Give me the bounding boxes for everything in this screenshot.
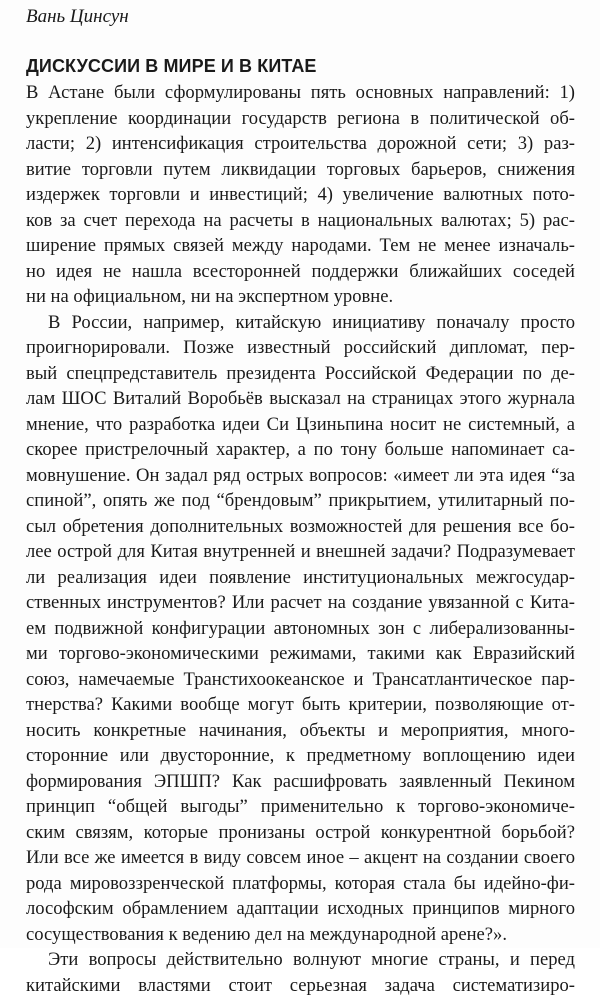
text-line: но идея не нашла всесторонней поддержки ближайших соседей: [26, 259, 575, 285]
text-line: издержек торговли и инвестиций; 4) увеличение валютных пото-: [26, 182, 575, 208]
text-line: ми торгово-экономическими режимами, такими как Евразийский: [26, 641, 575, 667]
paragraph: [26, 80, 575, 310]
text-line: ли реализация идеи появление институциональных межгосудар-: [26, 565, 575, 591]
text-line: ков за счет перехода на расчеты в национальных валютах; 5) рас-: [26, 208, 575, 234]
text-line: ственных инструментов? Или расчет на создание увязанной с Кита-: [26, 590, 575, 616]
text-line: сыл обретения дополнительных возможностей для решения все бо-: [26, 514, 575, 540]
text-line: В России, например, китайскую инициативу поначалу просто: [26, 310, 575, 336]
text-line: ским связям, которые пронизаны острой конкурентной борьбой?: [26, 820, 575, 846]
text-line: носить конкретные начинания, объекты и мероприятия, много-: [26, 718, 575, 744]
text-line: формирования ЭПШП? Как расшифровать заявленный Пекином: [26, 769, 575, 795]
text-line: мнение, что разработка идеи Си Цзиньпина носит не системный, а: [26, 412, 575, 438]
text-line: вый спецпредставитель президента Российской Федерации по де-: [26, 361, 575, 387]
text-line: Или все же имеется в виду совсем иное – акцент на создании своего: [26, 845, 575, 871]
section-heading: ДИСКУССИИ В МИРЕ И В КИТАЕ: [26, 55, 317, 77]
text-line: союз, намечаемые Транстихоокеанское и Трансатлантическое пар-: [26, 667, 575, 693]
article-body: [26, 80, 575, 998]
running-head: Вань Цинсун: [26, 5, 129, 29]
text-line: принцип “общей выгоды” применительно к торгово-экономиче-: [26, 794, 575, 820]
paragraph: [26, 947, 575, 998]
text-line: ни на официальном, ни на экспертном уровне.: [26, 284, 575, 310]
text-line: сосуществования к ведению дел на международной арене?».: [26, 922, 575, 948]
text-line: спиной”, опять же под “брендовым” прикрытием, утилитарный по-: [26, 488, 575, 514]
text-line: лам ШОС Виталий Воробьёв высказал на страницах этого журнала: [26, 386, 575, 412]
paragraph: [26, 310, 575, 948]
text-line: витие торговли путем ликвидации торговых барьеров, снижения: [26, 157, 575, 183]
text-line: Эти вопросы действительно волнуют многие страны, и перед: [26, 947, 575, 973]
text-line: ширение прямых связей между народами. Тем не менее изначаль-: [26, 233, 575, 259]
text-line: лософским обрамлением адаптации исходных принципов мирного: [26, 896, 575, 922]
text-line: сторонние или двусторонние, к предметному воплощению идеи: [26, 743, 575, 769]
text-line: скорее пристрелочный характер, а по тону больше напоминает са-: [26, 437, 575, 463]
text-line: тнерства? Какими вообще могут быть критерии, позволяющие от-: [26, 692, 575, 718]
text-line: В Астане были сформулированы пять основных направлений: 1): [26, 80, 575, 106]
text-line: мовнушение. Он задал ряд острых вопросов: «имеет ли эта идея “за: [26, 463, 575, 489]
text-line: китайскими властями стоит серьезная задача систематизиро-: [26, 973, 575, 998]
text-line: рода мировоззренческой платформы, которая стала бы идейно-фи-: [26, 871, 575, 897]
text-line: лее острой для Китая внутренней и внешней задачи? Подразумевает: [26, 539, 575, 565]
text-line: укрепление координации государств региона в политической об-: [26, 106, 575, 132]
text-line: ем подвижной конфигурации автономных зон с либерализованны-: [26, 616, 575, 642]
text-line: проигнорировали. Позже известный российский дипломат, пер-: [26, 335, 575, 361]
text-line: ласти; 2) интенсификация строительства дорожной сети; 3) раз-: [26, 131, 575, 157]
